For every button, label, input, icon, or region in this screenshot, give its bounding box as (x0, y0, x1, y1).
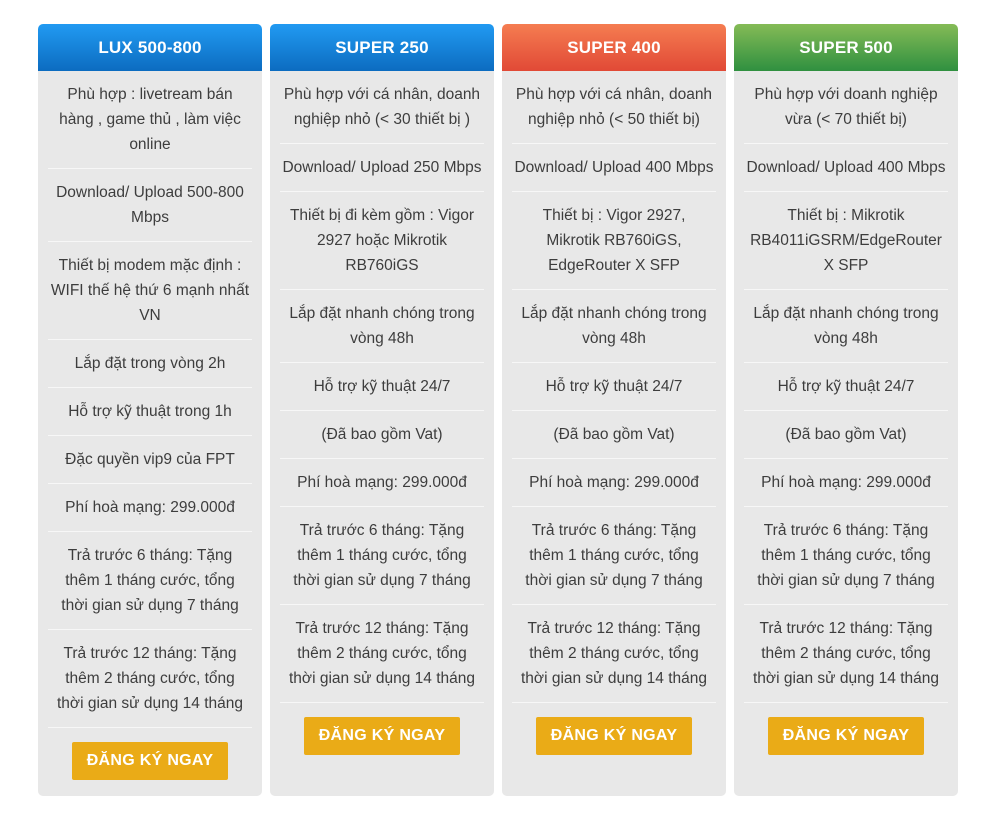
plan-card-super-500 (734, 24, 958, 796)
plan-feature-equipment: Thiết bị đi kèm gồm : Vigor 2927 hoặc Mikrotik RB760iGS (280, 192, 484, 290)
plan-feature-prepay-12: Trả trước 12 tháng: Tặng thêm 2 tháng cước, tổng thời gian sử dụng 14 tháng (280, 605, 484, 703)
plan-feature-prepay-6: Trả trước 6 tháng: Tặng thêm 1 tháng cước, tổng thời gian sử dụng 7 tháng (48, 532, 252, 630)
plan-card-super-250 (270, 24, 494, 796)
plan-body (38, 71, 262, 796)
plan-feature-prepay-12: Trả trước 12 tháng: Tặng thêm 2 tháng cước, tổng thời gian sử dụng 14 tháng (512, 605, 716, 703)
plan-card-super-400 (502, 24, 726, 796)
plan-feature-installation: Lắp đặt nhanh chóng trong vòng 48h (744, 290, 948, 363)
plan-feature-speed: Download/ Upload 400 Mbps (512, 144, 716, 192)
plan-feature-vat: (Đã bao gồm Vat) (744, 411, 948, 459)
plan-feature-equipment: Thiết bị : Mikrotik RB4011iGSRM/EdgeRouter X SFP (744, 192, 948, 290)
plan-feature-support: Hỗ trợ kỹ thuật 24/7 (280, 363, 484, 411)
plan-feature-suitability: Phù hợp với cá nhân, doanh nghiệp nhỏ (< 30 thiết bị ) (280, 71, 484, 144)
plan-feature-speed: Download/ Upload 250 Mbps (280, 144, 484, 192)
plan-feature-installation: Lắp đặt nhanh chóng trong vòng 48h (512, 290, 716, 363)
plan-name: SUPER 500 (799, 37, 893, 57)
plan-body (502, 71, 726, 796)
plan-feature-speed: Download/ Upload 400 Mbps (744, 144, 948, 192)
plan-feature-installation: Lắp đặt nhanh chóng trong vòng 48h (280, 290, 484, 363)
plan-feature-equipment: Thiết bị : Vigor 2927, Mikrotik RB760iGS, EdgeRouter X SFP (512, 192, 716, 290)
plan-cta-row (734, 703, 958, 755)
signup-button[interactable]: ĐĂNG KÝ NGAY (768, 717, 924, 755)
signup-button[interactable]: ĐĂNG KÝ NGAY (304, 717, 460, 755)
signup-button[interactable]: ĐĂNG KÝ NGAY (72, 742, 228, 780)
plan-feature-support: Hỗ trợ kỹ thuật 24/7 (512, 363, 716, 411)
plan-feature-installation: Lắp đặt trong vòng 2h (48, 340, 252, 388)
plan-header (38, 24, 262, 71)
plan-feature-prepay-6: Trả trước 6 tháng: Tặng thêm 1 tháng cước, tổng thời gian sử dụng 7 tháng (280, 507, 484, 605)
plan-cta-row (502, 703, 726, 755)
signup-button[interactable]: ĐĂNG KÝ NGAY (536, 717, 692, 755)
plan-feature-speed: Download/ Upload 500-800 Mbps (48, 169, 252, 242)
plan-feature-setup-fee: Phí hoà mạng: 299.000đ (512, 459, 716, 507)
plan-name: SUPER 250 (335, 37, 429, 57)
plan-feature-setup-fee: Phí hoà mạng: 299.000đ (280, 459, 484, 507)
plan-feature-equipment: Thiết bị modem mặc định : WIFI thế hệ thứ 6 mạnh nhất VN (48, 242, 252, 340)
plan-feature-suitability: Phù hợp : livetream bán hàng , game thủ , làm việc online (48, 71, 252, 169)
plan-feature-prepay-12: Trả trước 12 tháng: Tặng thêm 2 tháng cước, tổng thời gian sử dụng 14 tháng (744, 605, 948, 703)
plan-feature-vat: (Đã bao gồm Vat) (280, 411, 484, 459)
plan-feature-prepay-6: Trả trước 6 tháng: Tặng thêm 1 tháng cước, tổng thời gian sử dụng 7 tháng (744, 507, 948, 605)
plan-name: LUX 500-800 (98, 37, 202, 57)
plan-feature-support: Hỗ trợ kỹ thuật trong 1h (48, 388, 252, 436)
plan-header (270, 24, 494, 71)
plan-feature-vat: (Đã bao gồm Vat) (512, 411, 716, 459)
plan-card-lux-500-800 (38, 24, 262, 796)
plan-feature-suitability: Phù hợp với cá nhân, doanh nghiệp nhỏ (< 50 thiết bị) (512, 71, 716, 144)
plan-feature-prepay-12: Trả trước 12 tháng: Tặng thêm 2 tháng cước, tổng thời gian sử dụng 14 tháng (48, 630, 252, 728)
plan-header (734, 24, 958, 71)
plan-feature-vat: Đặc quyền vip9 của FPT (48, 436, 252, 484)
plan-feature-suitability: Phù hợp với doanh nghiệp vừa (< 70 thiết bị) (744, 71, 948, 144)
plan-feature-support: Hỗ trợ kỹ thuật 24/7 (744, 363, 948, 411)
plan-feature-setup-fee: Phí hoà mạng: 299.000đ (744, 459, 948, 507)
plan-cta-row (270, 703, 494, 755)
plan-body (270, 71, 494, 796)
plan-feature-setup-fee: Phí hoà mạng: 299.000đ (48, 484, 252, 532)
plan-name: SUPER 400 (567, 37, 661, 57)
plan-feature-prepay-6: Trả trước 6 tháng: Tặng thêm 1 tháng cước, tổng thời gian sử dụng 7 tháng (512, 507, 716, 605)
plan-cta-row (38, 728, 262, 780)
plan-header (502, 24, 726, 71)
plan-body (734, 71, 958, 796)
